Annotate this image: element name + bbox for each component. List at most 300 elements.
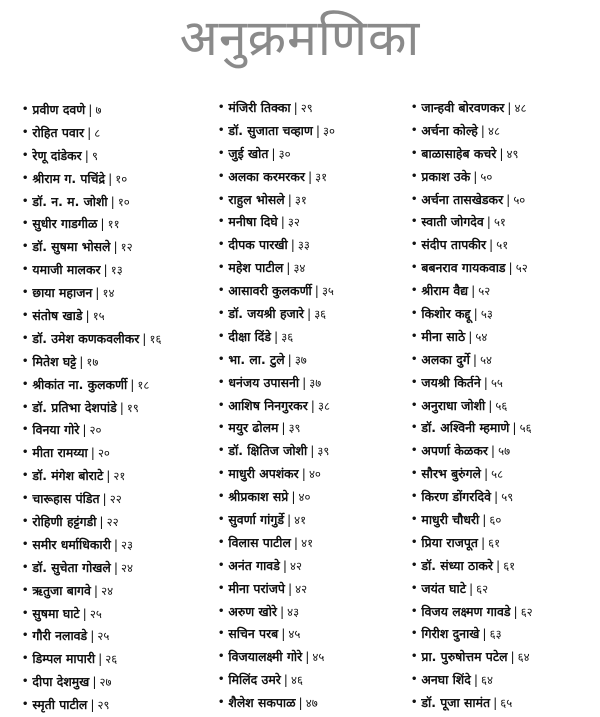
bullet-icon: • — [22, 172, 29, 184]
entry-separator: | — [79, 353, 84, 369]
bullet-icon: • — [218, 285, 225, 297]
entry-page-number: २३ — [121, 537, 134, 552]
entry-name: डॉ. जयश्री हजारे — [228, 306, 304, 322]
entry-page-number: २१ — [113, 469, 126, 484]
index-entry — [218, 440, 408, 463]
entry-separator: | — [82, 422, 87, 438]
entry-page-number: ५० — [513, 192, 526, 207]
page-title: अनुक्रमणिका — [179, 9, 421, 67]
index-entry — [22, 282, 212, 305]
index-entry — [22, 511, 212, 534]
entry-separator: | — [489, 237, 494, 253]
bullet-icon: • — [218, 628, 225, 640]
bullet-icon: • — [22, 424, 29, 436]
entry-separator: | — [103, 262, 108, 278]
index-entry — [411, 555, 599, 578]
entry-name: मिलिंद उमरे — [228, 672, 281, 688]
bullet-icon: • — [22, 607, 29, 619]
entry-name: अनघा शिंदे — [421, 672, 471, 688]
bullet-icon: • — [218, 697, 225, 709]
bullet-icon: • — [411, 170, 418, 182]
entry-name: डॉ. सुजाता चव्हाण — [228, 122, 313, 138]
entry-name: माधुरी अपशंकर — [228, 466, 299, 482]
index-entry — [22, 580, 212, 603]
entry-page-number: ५० — [480, 169, 493, 184]
entry-page-number: ६४ — [481, 673, 493, 688]
bullet-icon: • — [411, 193, 418, 205]
entry-name: प्रा. पुरुषोत्तम पटेल — [421, 649, 508, 665]
bullet-icon: • — [218, 422, 225, 434]
entry-name: छाया महाजन — [32, 285, 93, 301]
entry-separator: | — [286, 260, 291, 276]
entry-separator: | — [98, 651, 103, 667]
entry-name: मीना परांजपे — [228, 580, 285, 596]
entry-page-number: ४८ — [487, 123, 500, 138]
entry-page-number: ३४ — [293, 261, 306, 276]
entry-name: डिम्पल मापारी — [32, 651, 96, 667]
entry-separator: | — [95, 285, 100, 301]
entry-page-number: ४३ — [287, 604, 300, 619]
bullet-icon: • — [411, 330, 418, 342]
entry-name: अर्चना तासखेडकर — [421, 191, 504, 207]
entry-name: अपर्णा केळकर — [421, 443, 488, 459]
entry-name: रेणू दांडेकर — [32, 147, 82, 163]
bullet-icon: • — [218, 491, 225, 503]
index-entry — [22, 99, 212, 122]
entry-name: डॉ. सुषमा भोसले — [32, 239, 111, 255]
index-entry — [411, 211, 599, 234]
bullet-icon: • — [218, 559, 225, 571]
bullet-icon: • — [411, 559, 418, 571]
entry-page-number: १८ — [137, 377, 150, 392]
entry-separator: | — [90, 628, 95, 644]
entry-separator: | — [90, 445, 95, 461]
entry-separator: | — [287, 580, 293, 596]
index-entry — [22, 236, 212, 259]
entry-separator: | — [301, 466, 306, 482]
entry-page-number: ३५ — [321, 284, 334, 299]
entry-page-number: ६२ — [520, 604, 533, 619]
index-entry — [22, 465, 212, 488]
bullet-icon: • — [411, 445, 418, 457]
index-entry — [218, 143, 408, 166]
entry-name: डॉ. मंगेश बोराटे — [32, 468, 104, 484]
entry-separator: | — [82, 605, 87, 621]
entry-name: जयश्री किर्तने — [421, 374, 481, 390]
entry-separator: | — [274, 328, 279, 344]
index-entry — [411, 417, 599, 440]
index-entry — [218, 372, 408, 395]
entry-separator: | — [90, 697, 95, 713]
entry-page-number: ३९ — [288, 421, 301, 436]
entry-page-number: ६१ — [488, 535, 501, 550]
bullet-icon: • — [218, 330, 225, 342]
entry-separator: | — [471, 283, 476, 299]
entry-page-number: ४२ — [295, 581, 308, 596]
entry-name: श्रीराम वैद्य — [421, 283, 469, 299]
entry-page-number: ६५ — [500, 696, 513, 711]
entry-name: आशिष निनगुरकर — [228, 397, 308, 413]
entry-page-number: ५१ — [493, 215, 506, 230]
bullet-icon: • — [411, 124, 418, 136]
entry-separator: | — [314, 283, 319, 299]
entry-name: प्रकाश उके — [421, 168, 471, 184]
entry-name: बाळासाहेब कचरे — [421, 145, 497, 161]
entry-name: सुवर्णा गांगुर्डे — [228, 512, 284, 528]
entry-page-number: ५६ — [495, 398, 508, 413]
index-entry — [218, 486, 408, 509]
entry-name: श्रीकांत ना. कुलकर्णी — [32, 376, 128, 392]
index-entry — [218, 417, 408, 440]
bullet-icon: • — [411, 468, 418, 480]
index-entry — [22, 259, 212, 282]
entry-name: डॉ. पूजा सामंत — [421, 695, 491, 711]
index-entry — [22, 648, 212, 671]
entry-separator: | — [113, 559, 119, 575]
bullet-icon: • — [22, 630, 29, 642]
entry-page-number: १६ — [149, 331, 162, 346]
bullet-icon: • — [22, 401, 29, 413]
entry-separator: | — [293, 100, 298, 115]
entry-separator: | — [100, 216, 105, 232]
entry-separator: | — [298, 695, 303, 711]
index-entry — [22, 122, 212, 145]
entry-separator: | — [99, 514, 104, 530]
entry-name: डॉ. क्षितिज जोशी — [228, 443, 308, 459]
bullet-icon: • — [218, 536, 225, 548]
bullet-icon: • — [22, 516, 29, 528]
entry-page-number: ९ — [91, 148, 98, 163]
entry-name: जुई खोत — [228, 145, 269, 161]
bullet-icon: • — [411, 216, 418, 228]
entry-name: अनंत गावडे — [228, 557, 280, 573]
entry-page-number: ४० — [298, 490, 311, 505]
bullet-icon: • — [411, 491, 418, 503]
entry-page-number: ३१ — [315, 169, 328, 184]
entry-page-number: ३० — [323, 123, 335, 138]
bullet-icon: • — [218, 193, 225, 205]
bullet-icon: • — [411, 651, 418, 663]
index-entry — [411, 532, 599, 555]
index-entry — [218, 578, 408, 601]
bullet-icon: • — [411, 353, 418, 365]
entry-name: धनंजय उपासनी — [228, 374, 300, 390]
index-entry — [411, 372, 599, 395]
entry-page-number: ३३ — [297, 238, 310, 253]
entry-name: अनुराधा जोशी — [421, 397, 486, 413]
entry-name: बबनराव गायकवाड — [421, 260, 506, 276]
bullet-icon: • — [218, 582, 225, 594]
bullet-icon: • — [411, 582, 418, 594]
bullet-icon: • — [22, 241, 29, 253]
entry-name: श्रीप्रकाश सप्रे — [228, 489, 289, 505]
bullet-icon: • — [22, 218, 29, 230]
bullet-icon: • — [218, 674, 225, 686]
entry-name: विजय लक्ष्मण गावडे — [421, 603, 511, 619]
entry-page-number: ३१ — [294, 192, 307, 207]
entry-page-number: ५४ — [480, 352, 493, 367]
bullet-icon: • — [411, 239, 418, 251]
bullet-icon: • — [411, 422, 418, 434]
index-entry — [218, 463, 408, 486]
entry-name: डॉ. उमेश कणकवलीकर — [32, 330, 140, 346]
entry-page-number: ६१ — [503, 558, 516, 573]
entry-page-number: ७ — [95, 103, 102, 117]
bullet-icon: • — [218, 147, 225, 159]
entry-page-number: १३ — [110, 263, 123, 278]
entry-page-number: १० — [117, 194, 130, 209]
entry-separator: | — [513, 603, 518, 619]
entry-separator: | — [113, 536, 119, 552]
entry-page-number: ५२ — [515, 261, 528, 276]
bullet-icon: • — [218, 102, 225, 113]
entry-separator: | — [282, 557, 288, 573]
index-entry — [22, 145, 212, 168]
index-column-2 — [218, 97, 408, 715]
bullet-icon: • — [411, 674, 418, 686]
entry-page-number: ३७ — [309, 375, 322, 390]
entry-page-number: ३९ — [317, 444, 330, 459]
index-entry — [218, 349, 408, 372]
index-entry — [218, 97, 408, 120]
entry-page-number: ४२ — [290, 558, 302, 573]
entry-name: विलास पाटील — [228, 534, 291, 550]
entry-page-number: २४ — [121, 560, 133, 575]
bullet-icon: • — [22, 378, 29, 390]
index-entry — [22, 557, 212, 580]
entry-page-number: १२ — [120, 240, 133, 255]
bullet-icon: • — [22, 126, 29, 138]
entry-name: संतोष खाडे — [32, 308, 83, 324]
index-entry — [218, 234, 408, 257]
index-columns — [0, 97, 600, 713]
entry-page-number: ४१ — [294, 513, 307, 528]
entry-page-number: ६२ — [476, 581, 489, 596]
entry-separator: | — [142, 330, 147, 346]
index-entry — [218, 120, 408, 143]
entry-page-number: १७ — [86, 354, 99, 369]
entry-name: अलका करमरकर — [228, 168, 305, 184]
index-entry — [411, 646, 599, 669]
entry-name: रोहिणी हट्टंगडी — [32, 514, 97, 530]
entry-separator: | — [315, 122, 321, 138]
index-entry — [218, 257, 408, 280]
entry-name: मयुर ढोलम — [228, 420, 279, 436]
entry-separator: | — [482, 626, 487, 642]
entry-name: विजयालक्ष्मी गोरे — [228, 649, 303, 665]
entry-name: मीना साठे — [421, 328, 466, 344]
index-entry — [411, 395, 599, 418]
index-entry — [218, 280, 408, 303]
entry-page-number: २० — [89, 423, 102, 438]
bullet-icon: • — [218, 651, 225, 663]
entry-separator: | — [283, 672, 288, 688]
entry-separator: | — [499, 145, 504, 161]
bullet-icon: • — [218, 605, 225, 617]
index-entry — [218, 532, 408, 555]
entry-separator: | — [488, 397, 493, 413]
entry-page-number: ३० — [278, 146, 291, 161]
entry-separator: | — [290, 237, 295, 253]
entry-separator: | — [88, 102, 93, 117]
entry-separator: | — [480, 122, 485, 138]
entry-separator: | — [310, 443, 315, 459]
bullet-icon: • — [411, 147, 418, 159]
bullet-icon: • — [411, 536, 418, 548]
entry-name: प्रवीण दवणे — [32, 102, 86, 117]
entry-separator: | — [483, 466, 489, 482]
entry-separator: | — [113, 239, 118, 255]
entry-name: किशोर कद्दू — [421, 306, 471, 322]
entry-page-number: २२ — [109, 492, 122, 507]
index-entry — [411, 234, 599, 257]
entry-name: गिरीश दुनाखे — [421, 626, 480, 642]
index-entry — [22, 351, 212, 374]
entry-separator: | — [302, 374, 307, 390]
entry-name: डॉ. न. म. जोशी — [32, 193, 108, 209]
entry-separator: | — [84, 147, 89, 163]
entry-name: श्रीराम ग. पचिंद्रे — [32, 170, 106, 186]
entry-page-number: ३६ — [281, 329, 294, 344]
bullet-icon: • — [22, 653, 29, 665]
index-entry — [411, 486, 599, 509]
entry-page-number: ५५ — [490, 375, 503, 390]
bullet-icon: • — [218, 262, 225, 274]
entry-separator: | — [473, 306, 478, 322]
index-entry — [22, 694, 212, 717]
bullet-icon: • — [22, 676, 29, 688]
entry-name: ऋतुजा बागवे — [32, 582, 91, 598]
index-entry — [22, 534, 212, 557]
index-entry — [218, 555, 408, 578]
index-entry — [411, 189, 599, 212]
entry-separator: | — [93, 582, 99, 598]
bullet-icon: • — [218, 353, 225, 365]
entry-name: यमाजी मालकर — [32, 262, 101, 278]
entry-separator: | — [293, 534, 299, 550]
entry-separator: | — [486, 214, 491, 230]
entry-name: स्वाती जोगदेव — [421, 214, 484, 230]
bullet-icon: • — [411, 514, 418, 526]
entry-separator: | — [512, 420, 517, 436]
entry-separator: | — [271, 145, 276, 161]
entry-name: डॉ. संध्या ठाकरे — [421, 557, 494, 573]
bullet-icon: • — [411, 285, 418, 297]
index-entry — [218, 669, 408, 692]
entry-separator: | — [92, 674, 97, 690]
entry-name: सौरभ बुरुंगले — [421, 466, 481, 482]
entry-separator: | — [307, 168, 313, 184]
index-entry — [218, 326, 408, 349]
bullet-icon: • — [411, 399, 418, 411]
entry-page-number: ५१ — [496, 238, 509, 253]
index-entry — [22, 419, 212, 442]
entry-separator: | — [291, 489, 296, 505]
bullet-icon: • — [218, 514, 225, 526]
entry-separator: | — [494, 489, 499, 505]
bullet-icon: • — [22, 561, 29, 573]
entry-page-number: ५४ — [475, 329, 488, 344]
index-entry — [22, 168, 212, 191]
index-entry — [22, 671, 212, 694]
entry-name: शैलेश सकपाळ — [228, 695, 296, 711]
entry-name: चारूहास पंडित — [32, 491, 100, 507]
index-entry — [411, 303, 599, 326]
bullet-icon: • — [411, 376, 418, 388]
entry-separator: | — [281, 420, 286, 436]
index-entry — [411, 120, 599, 143]
bullet-icon: • — [22, 149, 29, 161]
entry-page-number: १० — [115, 171, 128, 186]
entry-name: संदीप तापकीर — [421, 237, 487, 253]
index-entry — [411, 692, 599, 715]
index-entry — [218, 189, 408, 212]
entry-page-number: २७ — [99, 675, 112, 690]
entry-name: आसावरी कुलकर्णी — [228, 283, 312, 299]
entry-page-number: ३७ — [294, 352, 307, 367]
entry-separator: | — [310, 397, 315, 413]
entry-page-number: २९ — [300, 101, 313, 115]
entry-separator: | — [85, 308, 90, 324]
entry-page-number: ६४ — [517, 650, 530, 665]
bullet-icon: • — [411, 308, 418, 320]
bullet-icon: • — [22, 195, 29, 207]
index-entry — [411, 440, 599, 463]
entry-name: मनीषा दिघे — [228, 214, 278, 230]
index-column-1 — [22, 99, 212, 717]
entry-separator: | — [496, 557, 501, 573]
entry-page-number: ३८ — [317, 398, 330, 413]
entry-name: अलका दुर्गे — [421, 351, 470, 367]
entry-separator: | — [480, 534, 486, 550]
entry-name: मीता रामय्या — [32, 445, 88, 461]
entry-name: सुषमा घाटे — [32, 605, 80, 621]
entry-page-number: ५९ — [501, 490, 514, 505]
bullet-icon: • — [22, 538, 29, 550]
index-entry — [22, 191, 212, 214]
entry-separator: | — [468, 580, 474, 596]
entry-separator: | — [490, 443, 496, 459]
entry-page-number: ५८ — [491, 467, 504, 482]
bullet-icon: • — [218, 239, 225, 251]
index-entry — [22, 328, 212, 351]
index-entry — [411, 97, 599, 120]
bullet-icon: • — [218, 399, 225, 411]
index-entry — [22, 374, 212, 397]
bullet-icon: • — [22, 264, 29, 276]
entry-separator: | — [307, 306, 312, 322]
entry-page-number: ५६ — [519, 421, 532, 436]
index-entry — [411, 143, 599, 166]
entry-name: समीर धर्माधिकारी — [32, 536, 111, 552]
entry-name: भा. ला. टुले — [228, 351, 285, 367]
index-entry — [411, 601, 599, 624]
index-entry — [218, 395, 408, 418]
entry-separator: | — [473, 168, 478, 184]
entry-page-number: १५ — [92, 309, 105, 324]
bullet-icon: • — [22, 493, 29, 505]
bullet-icon: • — [22, 287, 29, 299]
entry-page-number: ५३ — [480, 307, 493, 322]
index-entry — [218, 623, 408, 646]
bullet-icon: • — [22, 447, 29, 459]
entry-page-number: ३६ — [314, 307, 327, 322]
entry-page-number: ४१ — [301, 535, 314, 550]
entry-name: दीपा देशमुख — [32, 674, 90, 690]
entry-separator: | — [106, 468, 111, 484]
index-entry — [411, 166, 599, 189]
entry-name: डॉ. सुचेता गोखले — [32, 559, 111, 575]
